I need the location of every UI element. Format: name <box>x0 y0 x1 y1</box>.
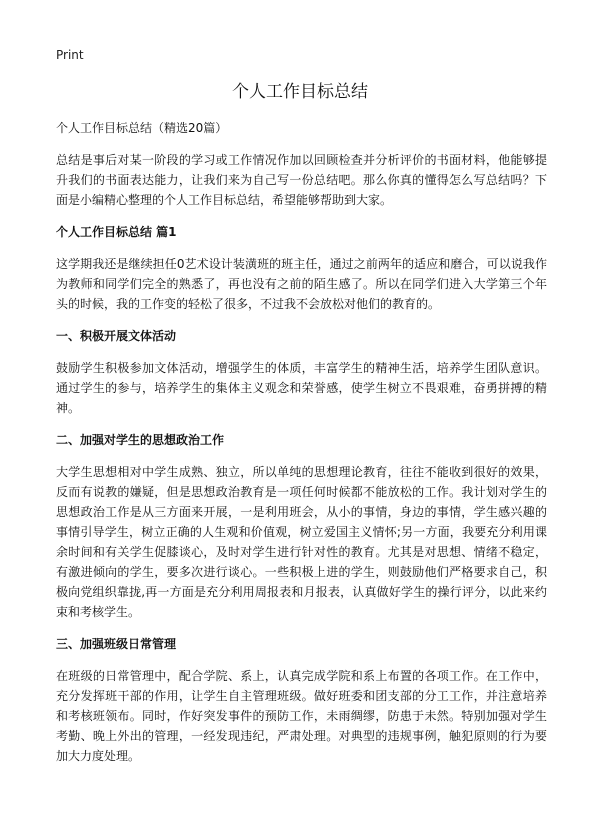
intro-paragraph: 总结是事后对某一阶段的学习或工作情况作加以回顾检查并分析评价的书面材料，他能够提升我们的书面表达能力，让我们来为自己写一份总结吧。那么你真的懂得怎么写总结吗？下面是小编精心整理的个人工作目标总结，希望能够帮助到大家。 <box>56 153 547 207</box>
section-paragraph: 鼓励学生积极参加文体活动，增强学生的体质，丰富学生的精神生活，培养学生团队意识。通过学生的参与，培养学生的集体主义观念和荣誉感，使学生树立不畏艰难，奋勇拼搏的精神。 <box>56 361 547 415</box>
section-heading: 一、积极开展文体活动 <box>56 329 177 343</box>
print-link[interactable]: Print <box>56 48 84 62</box>
document-content <box>56 118 547 778</box>
page-title: 个人工作目标总结 <box>232 82 368 102</box>
article-intro-paragraph: 这学期我还是继续担任0艺术设计装潢班的班主任，通过之前两年的适应和磨合，可以说我作为教师和同学们完全的熟悉了，再也没有之前的陌生感了。所以在同学们进入大学第三个年头的时候，我的工作变的轻松了很多，不过我不会放松对他们的教育的。 <box>56 257 547 311</box>
document-subtitle: 个人工作目标总结（精选20篇） <box>56 121 228 135</box>
article-heading: 个人工作目标总结 篇1 <box>56 225 177 239</box>
section-heading: 三、加强班级日常管理 <box>56 637 177 651</box>
section-heading: 二、加强对学生的思想政治工作 <box>56 433 225 447</box>
section-paragraph: 大学生思想相对中学生成熟、独立，所以单纯的思想理论教育，往往不能收到很好的效果，反而有说教的嫌疑，但是思想政治教育是一项任何时候都不能放松的工作。我计划对学生的思想政治工作是从三方面来开展，一是利用班会，从小的事情，身边的事情，学生感兴趣的事情引导学生，树立正确的人生观和价值观，树立爱国主义情怀;另一方面，我要充分利用课余时间和有关学生促膝谈心，及时对学生进行针对性的教育。尤其是对思想、情绪不稳定，有激进倾向的学生，要多次进行谈心。一些积极上进的学生，则鼓励他们严格要求自己，积极向党组织靠拢,再一方面是充分利用周报表和月报表，认真做好学生的操行评分，以此来约束和考核学生。 <box>56 465 547 619</box>
section-paragraph: 在班级的日常管理中，配合学院、系上，认真完成学院和系上布置的各项工作。在工作中，充分发挥班干部的作用，让学生自主管理班级。做好班委和团支部的分工工作，并注意培养和考核班领布。同时，作好突发事件的预防工作，未雨绸缪，防患于未然。特别加强对学生考勤、晚上外出的管理，一经发现违纪，严肃处理。对典型的违规事例，触犯原则的行为要加大力度处理。 <box>56 669 547 763</box>
